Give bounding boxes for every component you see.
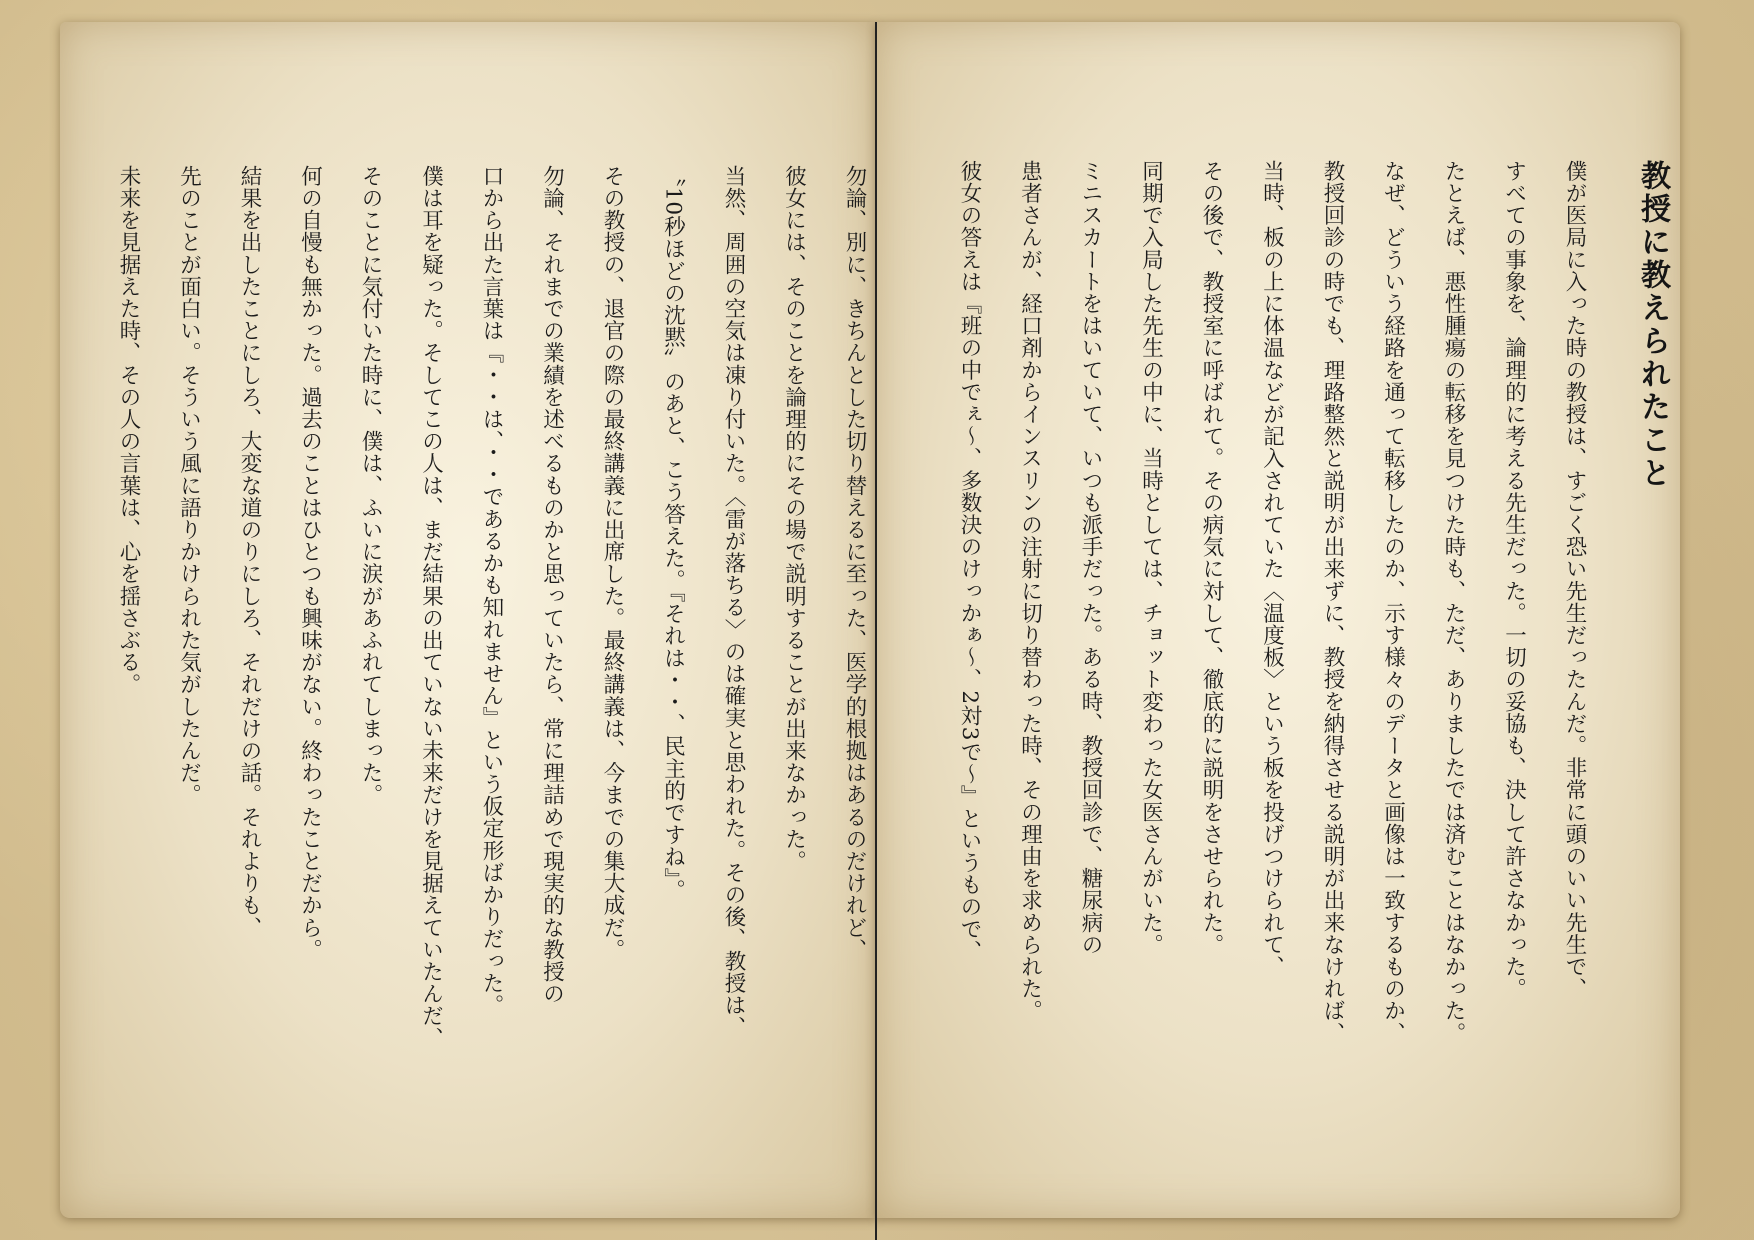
right-page-text — [939, 160, 1605, 1060]
text-line: その教授の、退官の際の最終講義に出席した。最終講義は、今までの集大成だ。 — [600, 165, 625, 961]
text-line: ミニスカートをはいていて、いつも派手だった。ある時、教授回診で、糖尿病の — [1078, 160, 1103, 956]
text-line: 当時、板の上に体温などが記入されていた〈温度板〉という板を投げつけられて、 — [1259, 160, 1285, 978]
text-line: 勿論、別に、きちんとした切り替えるに至った、医学的根拠はあるのだけれど、 — [842, 165, 867, 961]
text-line: そのことに気付いた時に、僕は、ふいに涙があふれてしまった。 — [358, 165, 383, 806]
text-line: 彼女の答えは『班の中でぇ～、多数決のけっかぁ～、2対3で～』というもので、 — [957, 160, 982, 963]
text-line: 教授回診の時でも、理路整然と説明が出来ずに、教授を納得させる説明が出来なければ、 — [1320, 160, 1345, 1044]
text-line: 何の自慢も無かった。過去のことはひとつも興味がない。終わったことだから。 — [297, 165, 323, 961]
text-line: その後で、教授室に呼ばれて。その病気に対して、徹底的に説明をさせられた。 — [1199, 160, 1224, 956]
text-line: 僕が医局に入った時の教授は、すごく恐い先生だったんだ。非常に頭のいい先生で、 — [1562, 160, 1587, 1000]
page-title: 教授に教えられたこと — [1635, 160, 1670, 490]
text-line: すべての事象を、論理的に考える先生だった。一切の妥協も、決して許さなかった。 — [1501, 160, 1527, 1000]
text-line: 口から出た言葉は『・・は、・・であるかも知れません』という仮定形ばかりだった。 — [479, 165, 504, 1017]
text-line: 〝10秒ほどの沈黙〟のあと、こう答えた。『それは・・、民主的ですね』。 — [660, 165, 686, 902]
left-page-text — [98, 165, 885, 1065]
text-line: たとえば、悪性腫瘍の転移を見つけた時も、ただ、ありましたでは済むことはなかった。 — [1441, 160, 1466, 1044]
text-line: 同期で入局した先生の中に、当時としては、チョット変わった女医さんがいた。 — [1138, 160, 1164, 956]
text-line: 僕は耳を疑った。そしてこの人は、まだ結果の出ていない未来だけを見据えていたんだ、 — [418, 165, 444, 1049]
text-line: 患者さんが、経口剤からインスリンの注射に切り替わった時、その理由を求められた。 — [1017, 160, 1043, 1022]
text-line: 彼女には、そのことを論理的にその場で説明することが出来なかった。 — [781, 165, 807, 873]
text-line: 結果を出したことにしろ、大変な道のりにしろ、それだけの話。それよりも、 — [237, 165, 262, 939]
text-line: 未来を見据えた時、その人の言葉は、心を揺さぶる。 — [116, 165, 141, 696]
text-line: 当然、周囲の空気は凍り付いた。〈雷が落ちる〉のは確実と思われた。その後、教授は、 — [721, 165, 746, 1039]
text-line: 先のことが面白い。そういう風に語りかけられた気がしたんだ。 — [176, 165, 202, 806]
text-line: なぜ、どういう経路を通って転移したのか、示す様々のデータと画像は一致するものか、 — [1380, 160, 1406, 1044]
text-line: 勿論、それまでの業績を述べるものかと思っていたら、常に理詰めで現実的な教授の — [539, 165, 565, 1005]
